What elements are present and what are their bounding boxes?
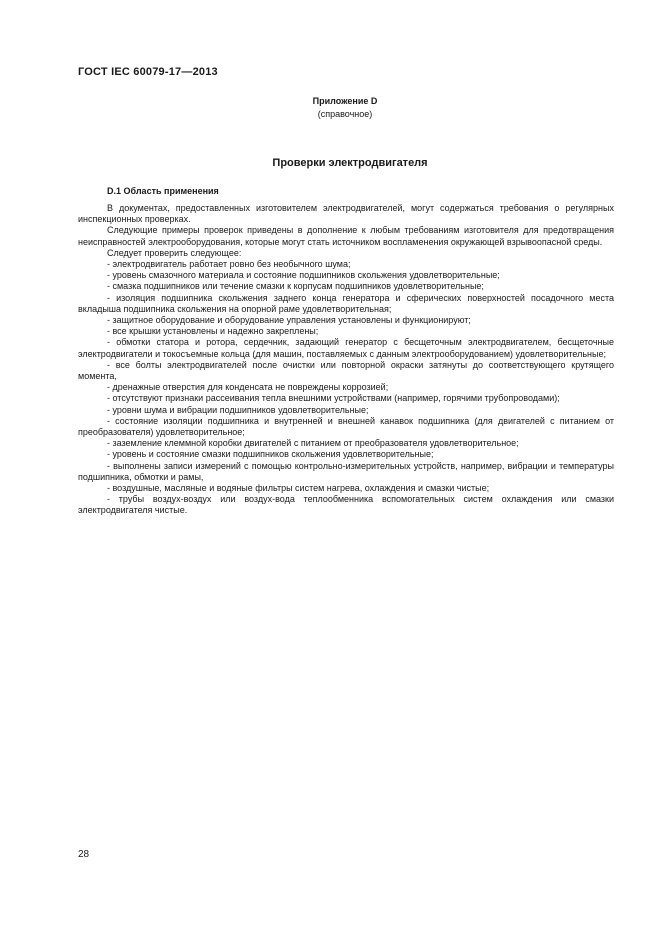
list-item: - уровень и состояние смазки подшипников скольжения удовлетворительные;: [107, 449, 434, 460]
list-item: - все крышки установлены и надежно закреплены;: [107, 326, 319, 337]
paragraph: Следующие примеры проверок приведены в дополнение к любым требованиям изготовителя для предотвращения неисправностей электрооборудования, которые могут стать источником воспламенения окружающей взрывоопасной среды.: [78, 225, 614, 247]
paragraph: Следует проверить следующее:: [107, 247, 242, 258]
list-item: - электродвигатель работает ровно без необычного шума;: [107, 259, 351, 270]
list-item: - отсутствуют признаки рассеивания тепла внешними устройствами (например, горячими трубопроводами);: [107, 393, 560, 404]
list-item: - все болты электродвигателей после очистки или повторной окраски затянуты до соответствующего крутящего момента,: [78, 359, 614, 382]
body-text: [78, 203, 614, 517]
list-item: - дренажные отверстия для конденсата не повреждены коррозией;: [107, 382, 389, 393]
list-item: - уровень смазочного материала и состояние подшипников скольжения удовлетворительные;: [107, 270, 500, 281]
page-title: Проверки электродвигателя: [272, 157, 428, 169]
list-item: - трубы воздух-воздух или воздух-вода теплообменника вспомогательных систем охлаждения или смазки электродвигателя чистые.: [78, 494, 614, 516]
section-heading: D.1 Область применения: [107, 186, 219, 196]
list-item: - защитное оборудование и оборудование управления установлены и функционируют;: [107, 315, 471, 326]
list-item: - обмотки статора и ротора, сердечник, задающий генератор с бесщеточным электродвигателем, бесщеточные электродвигатели и токосъемные кольца (для машин, поставляемых с данным электрооборудованием) удовлетворительные;: [78, 337, 614, 359]
list-item: - заземление клеммной коробки двигателей с питанием от преобразователя удовлетворительное;: [107, 438, 519, 449]
list-item: - воздушные, масляные и водяные фильтры систем нагрева, охлаждения и смазки чистые;: [107, 483, 490, 494]
list-item: - изоляция подшипника скольжения заднего конца генератора и сферических поверхностей посадочного места вкладыша подшипника скольжения на опорной раме удовлетворительная;: [78, 292, 614, 314]
list-item: - смазка подшипников или течение смазки к корпусам подшипников удовлетворительные;: [107, 281, 484, 292]
list-item: - уровни шума и вибрации подшипников удовлетворительные;: [107, 404, 369, 415]
paragraph: В документах, предоставленных изготовителем электродвигателей, могут содержаться требования о регулярных инспекционных проверках.: [78, 203, 614, 225]
list-item: - состояние изоляции подшипника и внутренней и внешней канавок подшипника (для двигателей с питанием от преобразователя) удовлетворительное;: [78, 415, 614, 438]
appendix-block: [300, 95, 390, 121]
document-header: ГОСТ IEC 60079-17—2013: [78, 66, 218, 78]
page-number: 28: [78, 849, 90, 860]
appendix-label: Приложение D: [312, 96, 378, 106]
list-item: - выполнены записи измерений с помощью контрольно-измерительных устройств, например, вибрации и температуры подшипника, обмотки и рамы,: [78, 460, 614, 482]
appendix-note: (справочное): [317, 109, 373, 119]
